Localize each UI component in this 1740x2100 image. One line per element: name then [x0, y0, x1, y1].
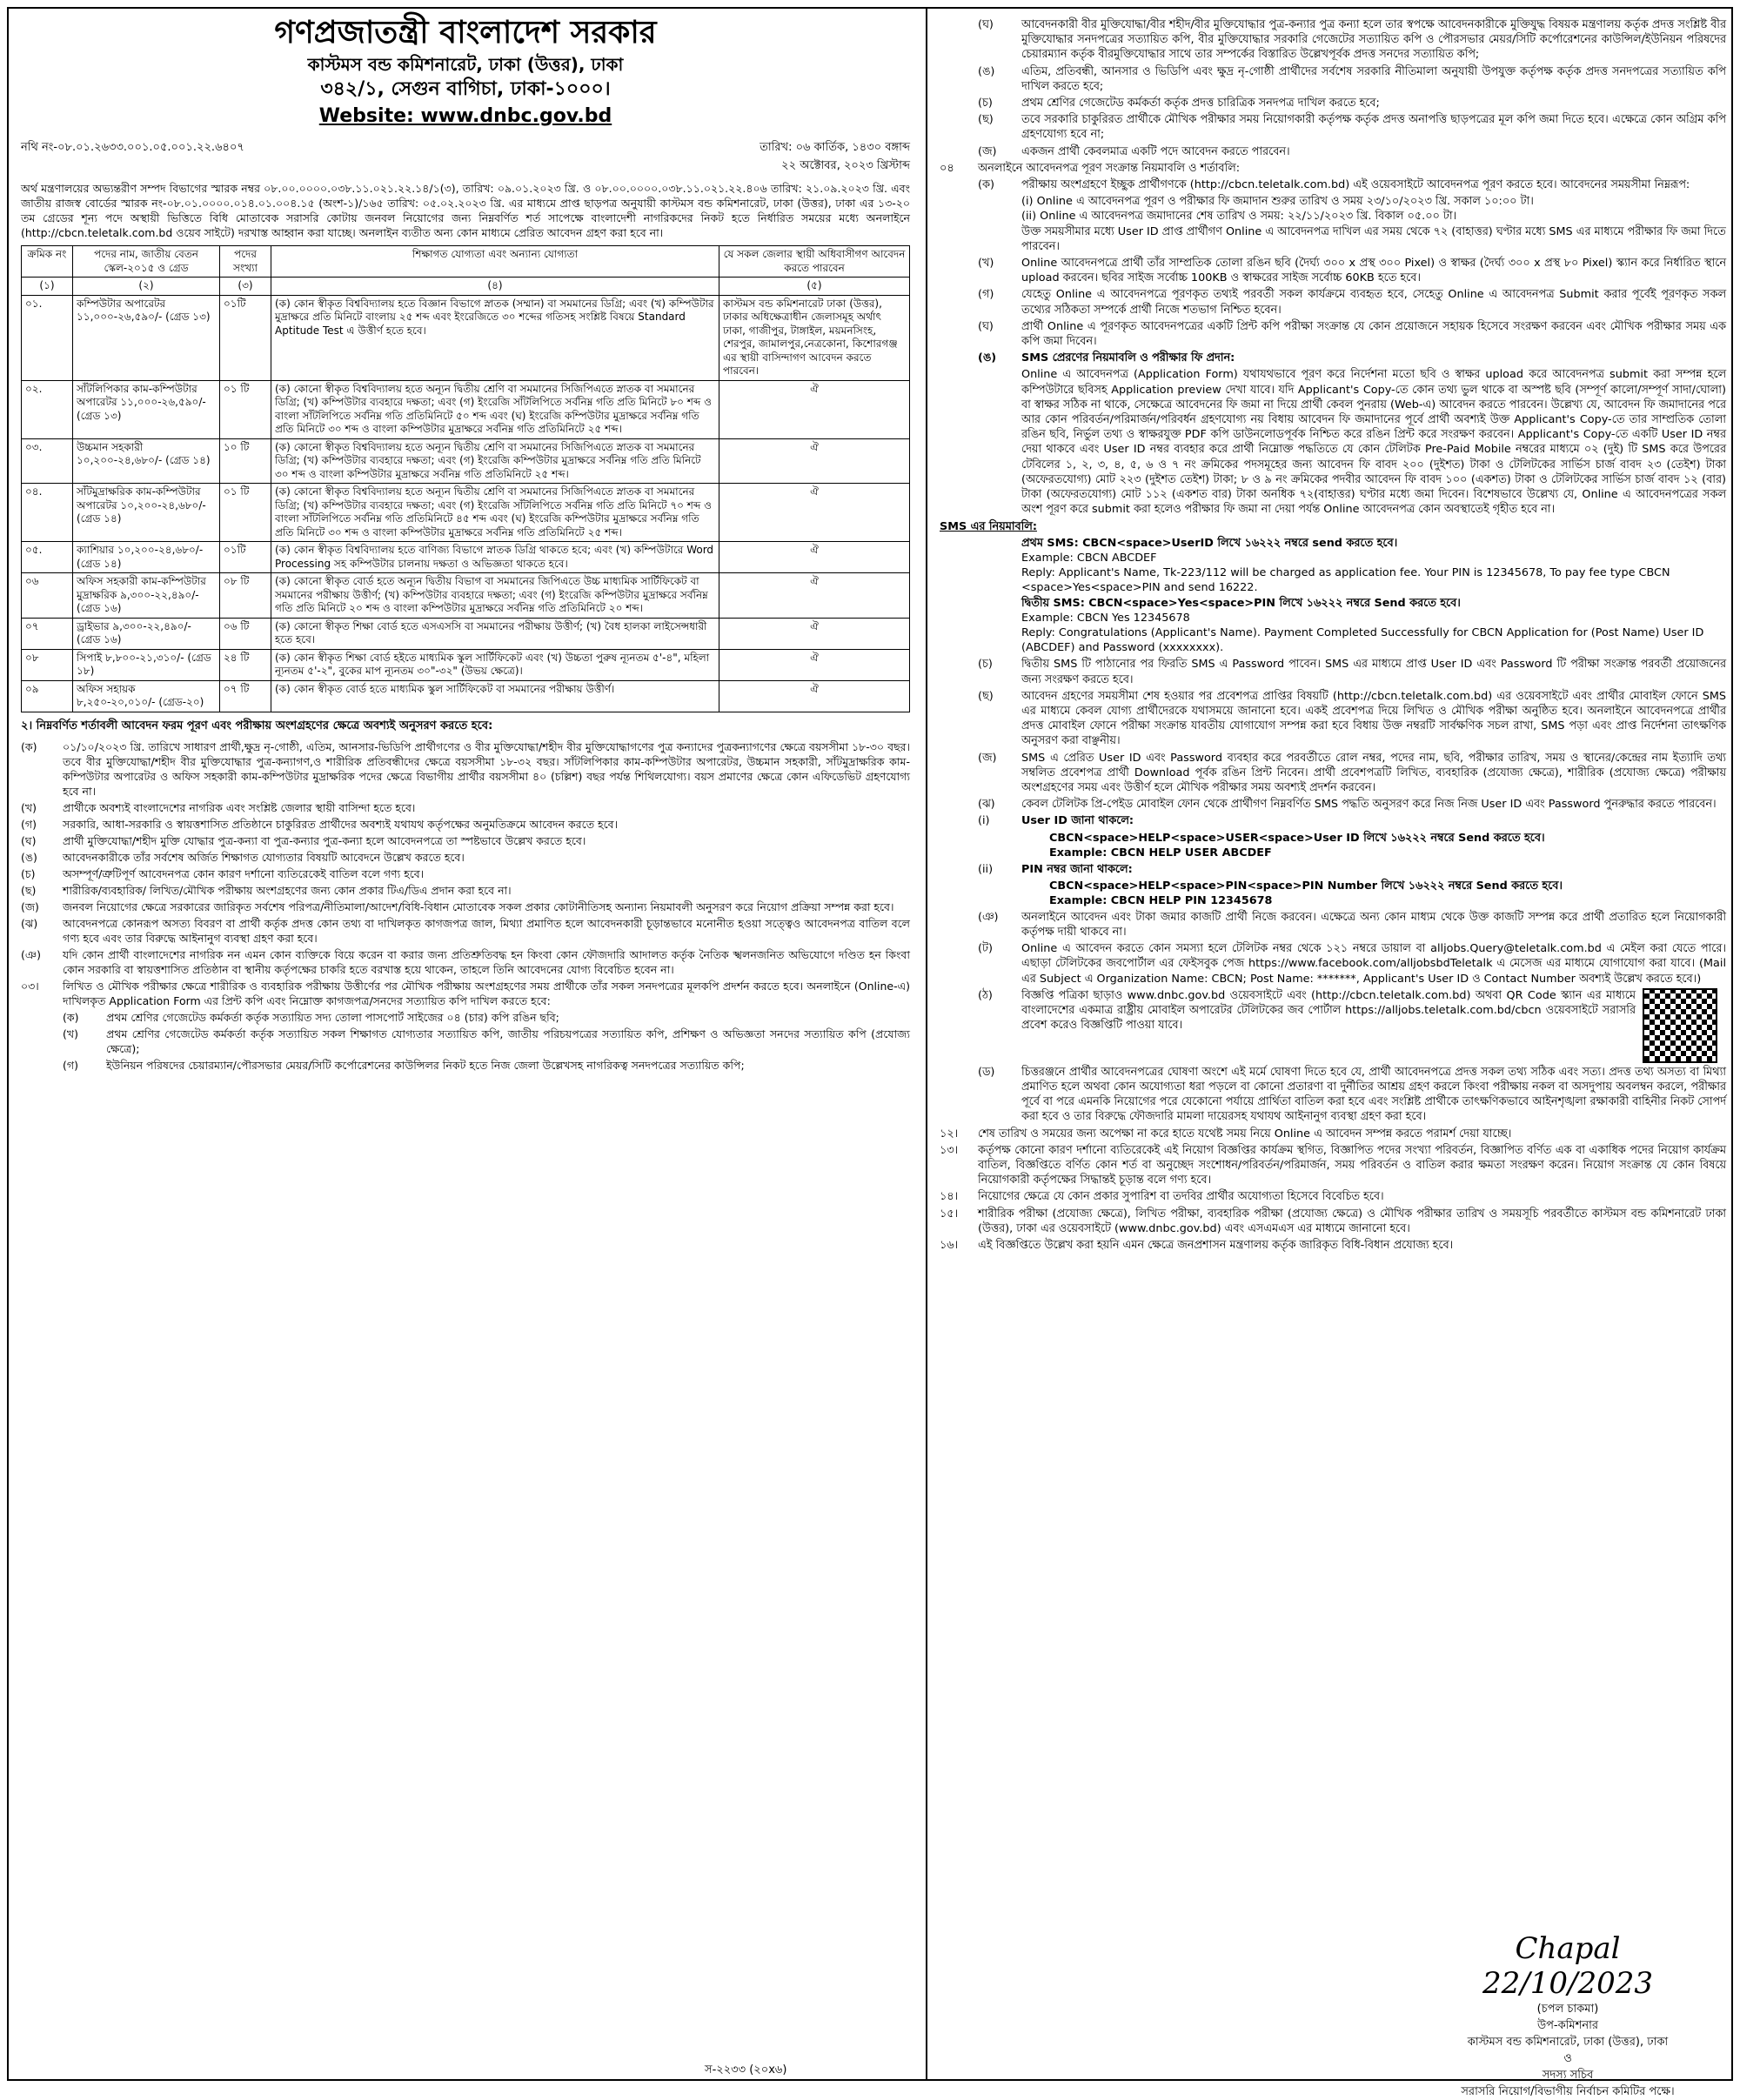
cell-post: সাঁটলিপিকার কাম-কম্পিউটার অপারেটর ১১,০০০-২৬,৫৯০/- (গ্রেড ১৩) [73, 380, 220, 438]
item-text: যেহেতু Online এ আবেদনপত্রে পূরণকৃত তথ্যই পরবর্তী সকল কার্যক্রমে ব্যবহৃত হবে, সেহেতু Online এ আবেদনপত্র Submit করার পূর্বেই পূরণকৃত সকল তথ্যের সঠিকতা সম্পর্কে প্রার্থী নিজে শতভাগ নিশ্চিত হবেন। [1021, 288, 1726, 317]
sms-first-example: Example: CBCN ABCDEF [1021, 551, 1157, 565]
sms-first: প্রথম SMS: CBCN<space>UserID লিখে ১৬২২২ নম্বরে send করতে হবে। [1021, 536, 1398, 550]
cell-qualification: (ক) কোন স্বীকৃত বোর্ড হতে মাধ্যমিক স্কুল সার্টিফিকেট বা সমমানের পরীক্ষায় উত্তীর্ণ। [271, 680, 719, 712]
list-item [940, 797, 1726, 812]
cell-count: ০১ টি [220, 380, 271, 438]
list-item [21, 1027, 910, 1056]
item-text: Online আবেদনপত্রে প্রার্থী তাঁর সাম্প্রতিক তোলা রঙিন ছবি (দৈর্ঘ্য ৩০০ x প্রস্থ ৩০০ Pixel) ও স্বাক্ষর (দৈর্ঘ্য ৩০০ x প্রস্থ ৮০ Pixel) স্ক্যান করে নির্ধারিত স্থানে upload করবেন। ছবির সাইজ সর্বোচ্চ 100KB ও স্বাক্ষরের সাইজ সর্বোচ্চ 60KB হতে হবে। [1021, 257, 1726, 285]
item-number: (চ) [978, 658, 993, 672]
cell-count: ০১টি [220, 542, 271, 573]
item-number: (ছ) [978, 113, 994, 127]
item-number: (জ) [978, 144, 997, 158]
table-row [22, 680, 910, 712]
list-item [940, 1143, 1726, 1188]
table-row [22, 649, 910, 680]
item-text: পরীক্ষায় অংশগ্রহণে ইচ্ছুক প্রার্থীগণকে (http://cbcn.teletalk.com.bd) এই ওয়েবসাইটে আবেদনপত্র পূরণ করতে হবে। আবেদনের সময়সীমা নিম্নরূপ: [1021, 178, 1690, 192]
list-item [21, 1010, 910, 1025]
item-number: (ঠ) [978, 988, 993, 1002]
office-address: ৩৪২/১, সেগুন বাগিচা, ঢাকা-১০০০। [320, 78, 611, 100]
item-number: (ঞ) [978, 910, 999, 924]
list-item [940, 112, 1726, 142]
cell-district: ঐ [719, 484, 910, 542]
cell-post: অফিস সহায়ক ৮,২৫০-২০,০১০/- (গ্রেড-২০) [73, 680, 220, 712]
table-row [22, 380, 910, 438]
list-item [940, 177, 1726, 192]
colnum: (২) [73, 278, 220, 296]
cell-district: কাস্টমস বন্ড কমিশনারেট ঢাকা (উত্তর), ঢাকার অধিক্ষেত্রাধীন জেলাসমূহ অর্থাৎ ঢাকা, গাজীপুর, টাঙ্গাইল, ময়মনসিংহ, শেরপুর, জামালপুর,নেত্রকোনা, কিশোরগঞ্জ এর স্থায়ী বাসিন্দাগণ আবেদন করতে পারবেন। [719, 295, 910, 380]
item-number: (ছ) [978, 689, 994, 703]
item-text: Online এ আবেদন করতে কোন সমস্যা হলে টেলিটক নম্বর থেকে ১২১ নম্বরে ডায়াল বা alljobs.Query@teletalk.com.bd এ মেইল করা যেতে পারে। এছাড়া টেলিটকের জবপোর্টাল এর ফেইসবুক পেজ https://www.facebook.com/alljobsbdTeletalk এ মেসেজ এর মাধ্যমে যোগাযোগ করা যাবে। (Mail এর Subject এ Organization Name: CBCN; Post Name: *******, Applicant's User ID ও Contact Number অবশ্যই উল্লেখ করতে হবে।) [1021, 942, 1726, 986]
list-item [21, 900, 910, 914]
deadline-end: (ii) Online এ আবেদনপত্র জমাদানের শেষ তারিখ ও সময়: ২২/১১/২০২৩ খ্রি. বিকাল ০৫.০০ টা। [1021, 210, 1457, 224]
item-number: (ক) [63, 1010, 79, 1024]
item-number: (ঘ) [978, 18, 994, 31]
signature-block [1455, 1931, 1681, 2100]
item-text: শারীরিক পরীক্ষা (প্রযোজ্য ক্ষেত্রে), লিখিত পরীক্ষা, ব্যবহারিক পরীক্ষা (প্রযোজ্য ক্ষেত্রে) ও মৌখিক পরীক্ষার তারিখ ও সময়সূচি পরবর্তীতে কাস্টমস বন্ড কমিশনারেট ঢাকা (উত্তর), ঢাকা এর ওয়েবসাইটে (www.dnbc.gov.bd) এবং এসএমএস এর মাধ্যমে জানানো হবে। [978, 1207, 1726, 1235]
signatory-designation: উপ-কমিশনার [1536, 2019, 1599, 2032]
list-item [21, 883, 910, 898]
header [21, 14, 910, 130]
item-text: আবেদন গ্রহণের সময়সীমা শেষ হওয়ার পর প্রবেশপত্র প্রাপ্তির বিষয়টি (http://cbcn.teletalk.com.bd) এর ওয়েবসাইটে এবং প্রার্থীর মোবাইল ফোনে SMS এর মাধ্যমে কেবল যোগ্য প্রার্থীদেরকে যথাসময়ে জানানো হবে। একই প্রবেশপত্র দিয়ে লিখিত ও মৌখিক পরীক্ষা অনুষ্ঠিত হবে। অনলাইনে আবেদনপত্রে প্রার্থীর প্রদত্ত মোবাইল ফোনে পরীক্ষা সংক্রান্ত যাবতীয় যোগাযোগ সম্পন্ন করা হবে বিধায় উক্ত নম্বরটি সার্বক্ষণিক সচল রাখা, SMS পড়া এবং প্রাপ্ত নির্দেশনা তাৎক্ষণিক অনুসরণ করা বাঞ্ছনীয়। [1021, 689, 1726, 748]
item-number: ১৩। [940, 1143, 959, 1157]
signature-scribble: Chapal 22/10/2023 [1482, 1931, 1653, 2001]
documents-section [21, 979, 910, 1073]
cell-district: ঐ [719, 649, 910, 680]
item-text: বিজ্ঞপ্তি পত্রিকা ছাড়াও www.dnbc.gov.bd ওয়েবসাইটে এবং (http://cbcn.teletalk.com.bd) অথবা QR Code স্ক্যান এর মাধ্যমে বাংলাদেশের একমাত্র রাষ্ট্রীয় মোবাইল অপারেটর টেলিটকের জব পোর্টাল https://alljobs.teletalk.com.bd/cbcn ওয়েবসাইটে সরাসরি প্রবেশ করেও বিজ্ঞপ্তিটি পাওয়া যাবে। [1021, 988, 1636, 1033]
cell-serial: ০৯ [22, 680, 73, 712]
list-item [940, 17, 1726, 63]
list-item [940, 96, 1726, 110]
list-item [21, 1058, 910, 1073]
cell-district: ঐ [719, 438, 910, 484]
conditions-list [21, 739, 910, 977]
govt-title: গণপ্রজাতন্ত্রী বাংলাদেশ সরকার [274, 15, 657, 50]
cell-post: সাঁটমুদ্রাক্ষরিক কাম-কম্পিউটার অপারেটর ১০,২০০-২৪,৬৮০/- (গ্রেড ১৪) [73, 484, 220, 542]
list-item [21, 866, 910, 881]
item-number: (গ) [63, 1058, 78, 1072]
list-item [940, 689, 1726, 749]
cell-post: উচ্চমান সহকারী ১০,২০০-২৪,৬৮০/- (গ্রেড ১৪) [73, 438, 220, 484]
th-count: পদের সংখ্যা [220, 246, 271, 278]
date-bangla: ০৬ কার্তিক, ১৪৩০ বঙ্গাব্দ [795, 141, 910, 154]
cell-district: ঐ [719, 680, 910, 712]
signatory-and: ও [1563, 2052, 1572, 2065]
list-item [940, 657, 1726, 686]
cell-district: ঐ [719, 618, 910, 649]
table-row [22, 484, 910, 542]
signatory-office: কাস্টমস বন্ড কমিশনারেট, ঢাকা (উত্তর), ঢাকা [1467, 2036, 1669, 2049]
cell-post: ক্যাশিয়ার ১০,২০০-২৪,৬৮০/- (গ্রেড ১৪) [73, 542, 220, 573]
table-row [22, 295, 910, 380]
list-item [940, 1189, 1726, 1204]
item-number: ১৪। [940, 1190, 959, 1204]
reference-line [21, 139, 910, 176]
item-number: (চ) [978, 97, 993, 110]
left-column [9, 9, 922, 2079]
deadline-start: (i) Online এ আবেদনপত্র পূরণ ও পরীক্ষার ফি জমাদান শুরুর তারিখ ও সময় ২৩/১০/২০২৩ খ্রি. সকাল ১০:০০ টা। [1021, 195, 1534, 209]
colnum: (৩) [220, 278, 271, 296]
signatory-secretary: সদস্য সচিব [1542, 2069, 1594, 2082]
th-serial: ক্রমিক নং [22, 246, 73, 278]
th-qualification: শিক্ষাগত যোগ্যতা এবং অন্যান্য যোগ্যতা [271, 246, 719, 278]
item-number: (জ) [21, 900, 39, 913]
sms-second-example: Example: CBCN Yes 12345678 [1021, 611, 1190, 625]
table-row [22, 542, 910, 573]
date-english: ২২ অক্টোবর, ২০২৩ খ্রিস্টাব্দ [781, 159, 910, 172]
item-text: প্রথম শ্রেণির গেজেটেড কর্মকর্তা কর্তৃক সত্যায়িত সদ্য তোলা পাসপোর্ট সাইজের ০৪ (চার) কপি রঙিন ছবি; [106, 1010, 559, 1024]
item-text: কেবল টেলিটক প্রি-পেইড মোবাইল ফোন থেকে প্রার্থীগণ নিম্নবর্ণিত SMS পদ্ধতি অনুসরণ করে নিজ নিজ User ID এবং Password পুনরুদ্ধার করতে পারবেন। [1021, 798, 1717, 812]
item-number: (ঙ) [978, 351, 997, 365]
sms-fee-paragraph: Online এ আবেদনপত্র (Application Form) যথাযথভাবে পূরণ করে নির্দেশনা মতো ছবি ও স্বাক্ষর upload করে আবেদনপত্র submit করা সম্পন্ন হলে কম্পিউটারে ছবিসহ Application preview দেখা যাবে। যদি Applicant's Copy-তে কোন তথ্য ভুল থাকে বা অস্পষ্ট ছবি (সম্পূর্ণ কালো/সম্পূর্ণ সাদা/ঘোলা) বা স্বাক্ষর সঠিক না থাকে, সেক্ষেত্রে আবেদনের ফি জমা না দিয়ে প্রার্থী কেবল পুনরায় (Web-এ) আবেদন করতে পারবেন। উল্লেখ্য যে, আবেদন ফি জমাদানের পরে আর কোন পরিবর্তন/পরিমার্জন/পরিবর্ধন গ্রহণযোগ্য নয় বিধায় আবেদন ফি জমাদানের পূর্বে প্রার্থী অবশ্যই উক্ত Applicant's Copy-তে তার সাম্প্রতিক তোলা রঙিন ছবি, নির্ভুল তথ্য ও স্বাক্ষরযুক্ত PDF কপি ডাউনলোডপূর্বক নিশ্চিত করে রঙিন প্রিন্ট করে সংরক্ষণ করবেন। Applicant's Copy-তে একটি User ID নম্বর দেয়া থাকবে এবং User ID নম্বর ব্যবহার করে প্রার্থী নিম্নোক্ত পদ্ধতিতে যে কোন টেলিটক Pre-Paid Mobile নম্বরের মাধ্যমে ০২ (দুই) টি SMS করে উপরের টেবিলের ১, ২, ৩, ৪, ৫, ৬ ও ৭ নং ক্রমিকের পদসমূহের জন্য আবেদন ফি বাবদ ২০০ (দুইশত) টাকা ও টেলিটকের সার্ভিস চার্জ বাবদ ২৩ (তেইশ) টাকা (অফেরতযোগ্য) মোট ২২৩ (দুইশত তেইশ) টাকা; ৮ ও ৯ নং ক্রমিকের পদবীর আবেদন ফি বাবদ ১০০ (একশত) টাকা ও টেলিটকের সার্ভিস চার্জ বাবদ ১২ (বার) টাকা (অফেরতযোগ্য) মোট ১১২ (একশত বার) টাকা অনধিক ৭২(বাহাত্তর) ঘণ্টার মধ্যে জমা দিবেন। বিশেষভাবে উল্লেখ্য যে, Online এ আবেদনপত্রের সকল অংশ পূরণ করে submit করা হলেও পরীক্ষার ফি জমা না দেয়া পর্যন্ত Online আবেদনপত্র কোন অবস্থাতেই গৃহীত হবে না। [1021, 368, 1726, 517]
cell-post: ড্রাইভার ৯,৩০০-২২,৪৯০/- (গ্রেড ১৬) [73, 618, 220, 649]
list-item [940, 751, 1726, 796]
cell-serial: ০১. [22, 295, 73, 380]
item-number: (খ) [21, 800, 37, 814]
cell-count: ০৭ টি [220, 680, 271, 712]
table-row [22, 573, 910, 619]
cell-count: ০১টি [220, 295, 271, 380]
job-circular-page [7, 7, 1733, 2098]
list-item [21, 800, 910, 815]
item-text: ০১/১০/২০২৩ খ্রি. তারিখে সাধারণ প্রার্থী,ক্ষুদ্র নৃ-গোষ্ঠী, এতিম, আনসার-ভিডিপি প্রার্থীগণের ও বীর মুক্তিযোদ্ধা/শহীদ বীর মুক্তিযোদ্ধাগণের পুত্র কন্যাদের পুত্রকন্যাগণের ক্ষেত্রে বয়সসীমা ১৮-৩০ বছর। তবে বীর মুক্তিযোদ্ধা/শহীদ বীর মুক্তিযোদ্ধার পুত্র-কন্যাগণ,ও শারীরিক প্রতিবন্ধীদের ক্ষেত্রে বয়সসীমা ১৮-৩২ বছর। সাঁটলিপিকার কাম-কম্পিউটার অপারেটর, উচ্চমান সহকারী, সাঁটমুদ্রাক্ষরিক কাম-কম্পিউটার অপারেটর ও অফিস সহকারী কাম-কম্পিউটার মুদ্রাক্ষরিক পদের ক্ষেত্রে বিভাগীয় প্রার্থীর বয়সসীমা ৪০ (চল্লিশ) বছর পর্যন্ত শিথিলযোগ্য। বয়স প্রমাণের ক্ষেত্রে কোন এফিডেভিট গ্রহণযোগ্য হবে না। [63, 739, 910, 798]
deadline-note: উক্ত সময়সীমার মধ্যে User ID প্রাপ্ত প্রার্থীগণ Online এ আবেদনপত্র দাখিল এর সময় থেকে ৭২ (বাহাত্তর) ঘণ্টার মধ্যে SMS এর মাধ্যমে পরীক্ষার ফি জমা দিতে পারবেন। [1021, 224, 1726, 253]
item-text: লিখিত ও মৌখিক পরীক্ষার ক্ষেত্রে শারীরিক ও ব্যবহারিক পরীক্ষায় উত্তীর্ণের পর মৌখিক পরীক্ষায় অংশগ্রহণের সময় প্রার্থীকে তাঁর সকল সনদপত্রের মূলকপি প্রদর্শন করতে হবে। অনলাইনে (Online-এ) দাখিলকৃত Application Form এর প্রিন্ট কপি এবং নিম্নোক্ত কাগজপত্র/সনদের সত্যায়িত কপি দাখিল করতে হবে: [63, 979, 910, 1007]
signatory-committee: সরাসরি নিয়োগ/বিভাগীয় নির্বাচন কমিটির পক্ষে। [1461, 2085, 1675, 2098]
table-header-row [22, 246, 910, 278]
item-text: User ID জানা থাকলে: [1021, 814, 1134, 828]
item-number: (চ) [21, 866, 36, 880]
cell-serial: ০৪. [22, 484, 73, 542]
item-text: শেষ তারিখ ও সময়ের জন্য অপেক্ষা না করে হাতে যথেষ্ট সময় নিয়ে Online এ আবেদন সম্পন্ন করতে পরামর্শ দেয়া যাচ্ছে। [978, 1127, 1512, 1140]
item-text: প্রার্থীকে অবশ্যই বাংলাদেশের নাগরিক এবং সংশ্লিষ্ট জেলার স্থায়ী বাসিন্দা হতে হবে। [63, 800, 416, 814]
item-number: (ঘ) [21, 833, 37, 847]
cell-qualification: (ক) কোনো স্বীকৃত বোর্ড হতে অন্যূন দ্বিতীয় বিভাগ বা সমমানের জিপিএতে উচ্চ মাধ্যমিক সার্টিফিকেট বা সমমানের পরীক্ষায় উত্তীর্ণ; (খ) কম্পিউটার ব্যবহারে দক্ষতা; এবং (গ) ইংরেজি কম্পিউটার মুদ্রাক্ষরে সর্বনিম্ন গতি প্রতি মিনিটে ২০ শব্দ ও বাংলা কম্পিউটার মুদ্রাক্ষরে সর্বনিম্ন গতি প্রতিমিনিটে ২০ শব্দ। [271, 573, 719, 619]
item-text: দ্বিতীয় SMS টি পাঠানোর পর ফিরতি SMS এ Password পাবেন। SMS এর মাধ্যমে প্রাপ্ত User ID এবং Password টি পরীক্ষা সংক্রান্ত পরবর্তী প্রয়োজনের জন্য সংরক্ষণ করতে হবে। [1021, 658, 1726, 686]
list-item [940, 910, 1726, 940]
memo-number: নথি নং-০৮.০১.২৬৩৩.০০১.০৫.০০১.২২.৬৪০৭ [21, 141, 244, 154]
table-row [22, 438, 910, 484]
cell-serial: ০৩. [22, 438, 73, 484]
list-item [21, 833, 910, 848]
item-number: (ক) [21, 739, 37, 753]
item-text: প্রার্থী Online এ পূরণকৃত আবেদনপত্রের একটি প্রিন্ট কপি পরীক্ষা সংক্রান্ত যে কোন প্রয়োজনে সহায়ক হিসেবে সংরক্ষণ করবেন এবং মৌখিক পরীক্ষার সময় এক কপি জমা দিবেন। [1021, 319, 1726, 349]
online-section-title: অনলাইনে আবেদনপত্র পূরণ সংক্রান্ত নিয়মাবলি ও শর্তাবলি: [978, 161, 1241, 175]
cell-post: সিপাই ৮,৮০০-২১,৩১০/- (গ্রেড ১৮) [73, 649, 220, 680]
cell-post: অফিস সহকারী কাম-কম্পিউটার মুদ্রাক্ষরিক ৯,৩০০-২২,৪৯০/- (গ্রেড ১৬) [73, 573, 220, 619]
item-number: (i) [978, 814, 990, 828]
recovery-pin-cmd: CBCN<space>HELP<space>PIN<space>PIN Number লিখে ১৬২২২ নম্বরে Send করতে হবে। [1049, 879, 1563, 893]
list-item [21, 850, 910, 865]
item-number: (ii) [978, 862, 994, 876]
item-text: সরকারি, আধা-সরকারি ও স্বায়ত্তশাসিত প্রতিষ্ঠানে চাকুরিরত প্রার্থীদের অবশ্যই যথাযথ কর্তৃপক্ষের অনুমতিক্রমে আবেদন করতে হবে। [63, 817, 619, 831]
item-text: যদি কোন প্রার্থী বাংলাদেশের নাগরিক নন এমন কোন ব্যক্তিকে বিয়ে করেন বা করার জন্য প্রতিশ্রুতিবদ্ধ হন কিংবা কোন ফৌজদারি আদালত কর্তৃক নৈতিক স্খলনজনিত অভিযোগে দণ্ডিত হন কিংবা কোন সরকারি বা স্বায়ত্তশাসিত প্রতিষ্ঠান বা স্থানীয় কর্তৃপক্ষের চাকরি হতে বরখাস্ত হয়ে থাকেন, তাহলে তিনি আবেদনের যোগ্য বিবেচিত হবেন না। [63, 947, 910, 976]
item-number: (গ) [978, 288, 994, 302]
colnum: (১) [22, 278, 73, 296]
colnum: (৫) [719, 278, 910, 296]
list-item [940, 1238, 1726, 1253]
item-text: নিয়োগের ক্ষেত্রে যে কোন প্রকার সুপারিশ বা তদবির প্রার্থীর অযোগ্যতা হিসেবে বিবেচিত হবে। [978, 1190, 1384, 1204]
website-link[interactable]: Website: www.dnbc.gov.bd [318, 105, 612, 127]
list-item [21, 817, 910, 832]
list-item [940, 144, 1726, 159]
item-number: (ঘ) [978, 319, 994, 333]
item-text: এই বিজ্ঞপ্তিতে উল্লেখ করা হয়নি এমন ক্ষেত্রে জনপ্রশাসন মন্ত্রণালয় কর্তৃক জারিকৃত বিধি-বিধান প্রযোজ্য হবে। [978, 1239, 1454, 1253]
cell-post: কম্পিউটার অপারেটর ১১,০০০-২৬,৫৯০/- (গ্রেড ১৩) [73, 295, 220, 380]
item-text: আবেদনকারী বীর মুক্তিযোদ্ধা/বীর শহীদ/বীর মুক্তিযোদ্ধার পুত্র-কন্যার পুত্র কন্যা হলে তার স্বপক্ষে আবেদনকারীকে মুক্তিযুদ্ধ বিষয়ক মন্ত্রণালয় কর্তৃক প্রদত্ত সংশ্লিষ্ট বীর মুক্তিযোদ্ধার সনদপত্রের সত্যায়িত কপি, বীর মুক্তিযোদ্ধার সরকারি গেজেটের সত্যায়িত কপি ও পৌরসভার মেয়র/সিটি কর্পোরেশনের কাউন্সিল/ইউনিয়ন পরিষদের চেয়ারম্যান কর্তৃক বীরমুক্তিযোদ্ধার সাথে তার সম্পর্কের বিস্তারিত উল্লেখপূর্বক প্রদত্ত সনদের সত্যায়িত কপি; [1021, 18, 1726, 62]
table-row [22, 618, 910, 649]
list-item [21, 739, 910, 799]
list-item [21, 947, 910, 977]
cell-district: ঐ [719, 573, 910, 619]
cell-count: ২৪ টি [220, 649, 271, 680]
cell-serial: ০২. [22, 380, 73, 438]
list-item [940, 941, 1726, 986]
cell-count: ০৬ টি [220, 618, 271, 649]
signatory-name: (চপল চাকমা) [1536, 2003, 1599, 2016]
cell-serial: ০৭ [22, 618, 73, 649]
recovery-userid-cmd: CBCN<space>HELP<space>USER<space>User ID লিখে ১৬২২২ নম্বরে Send করতে হবে। [1049, 831, 1545, 845]
item-text: ইউনিয়ন পরিষদের চেয়ারম্যান/পৌরসভার মেয়র/সিটি কর্পোরেশনের কাউন্সিলর নিকট হতে নিজ জেলা উল্লেখসহ নাগরিকত্ব সনদপত্রের সত্যায়িত কপি; [106, 1058, 745, 1072]
item-text: চিত্তরঞ্জনে প্রার্থীর আবেদনপত্রের ঘোষণা অংশে এই মর্মে ঘোষণা দিতে হবে যে, প্রার্থী আবেদনপত্রে প্রদত্ত সকল তথ্য সঠিক এবং সত্য। প্রদত্ত তথ্য অসত্য বা মিথ্যা প্রমাণিত হলে অথবা কোন অযোগ্যতা ধরা পড়লে বা কোনো প্রতারণা বা দুর্নীতির আশ্রয় গ্রহণ করলে কিংবা পরীক্ষায় নকল বা অসদুপায় অবলম্বন করলে, পরীক্ষার পূর্বে বা পরে এমনকি নিয়োগের পরে যেকোনো পর্যায়ে প্রার্থিতা বাতিল করা হবে এবং সংশ্লিষ্ট প্রার্থীকে তাৎক্ষণিকভাবে আইনশৃঙ্খলা রক্ষাকারী বাহিনীর নিকট সোপর্দ করা হবে ও তার বিরুদ্ধে ফৌজদারি মামলা দায়েরসহ যথাযথ আইনানুগ ব্যবস্থা গ্রহণ করা হবে। [1021, 1065, 1726, 1124]
item-number: ১৬। [940, 1239, 959, 1253]
item-text: অনলাইনে আবেদন এবং টাকা জমার কাজটি প্রার্থী নিজে করবেন। এক্ষেত্রে অন্য কোন মাধ্যম থেকে উক্ত কাজটি সম্পন্ন করে প্রার্থী প্রতারিত হলে নিয়োগকারী কর্তৃপক্ষ দায়ী থাকবে না। [1021, 910, 1726, 939]
recovery-userid [940, 813, 1726, 828]
cell-district: ঐ [719, 542, 910, 573]
item-text: SMS এর নিয়মাবলি: [940, 519, 1037, 533]
th-district: যে সকল জেলার স্থায়ী অধিবাসীগণ আবেদন করতে পারবেন [719, 246, 910, 278]
column-divider [926, 9, 927, 2079]
footer-code: স-২২৩৩ (২০x৬) [705, 2063, 787, 2077]
th-post: পদের নাম, জাতীয় বেতন স্কেল-২০১৫ ও গ্রেড [73, 246, 220, 278]
item-number: (গ) [21, 817, 37, 831]
right-column [933, 9, 1735, 2098]
qr-item [940, 988, 1726, 1063]
date-label: তারিখ: [760, 141, 793, 154]
cell-qualification: (ক) কোনো স্বীকৃত বিশ্ববিদ্যালয় হতে অন্যূন দ্বিতীয় শ্রেণি বা সমমানের সিজিপিএতে স্নাতক বা সমমানের ডিগ্রি; (খ) কম্পিউটার ব্যবহারে দক্ষতা; এবং (গ) ইংরেজি কম্পিউটার মুদ্রাক্ষরে সর্বনিম্ন গতি প্রতি মিনিটে ৩০ শব্দ ও বাংলা কম্পিউটার মুদ্রাক্ষরে সর্বনিম্ন গতি প্রতিমিনিটে ২৫ শব্দ। [271, 438, 719, 484]
item-text: এতিম, প্রতিবন্ধী, আনসার ও ভিডিপি এবং ক্ষুদ্র নৃ-গোষ্ঠী প্রার্থীদের সর্বশেষ সরকারি নীতিমালা অনুযায়ী উপযুক্ত কর্তৃপক্ষ কর্তৃক প্রদত্ত সনদপত্রের সত্যায়িত কপি দাখিল করতে হবে; [1021, 64, 1726, 93]
sms-rules-title [940, 519, 1726, 534]
item-text: শারীরিক/ব্যবহারিক/ লিখিত/মৌখিক পরীক্ষায় অংশগ্রহণের জন্য কোন প্রকার টিএ/ডিএ প্রদান করা হবে না। [63, 883, 512, 897]
item-text: প্রথম শ্রেণির গেজেটেড কর্মকর্তা কর্তৃক সত্যায়িত সকল শিক্ষাগত যোগ্যতার সত্যায়িত কপি, জাতীয় পরিচয়পত্রের সত্যায়িত কপি, প্রশিক্ষণ ও অভিজ্ঞতা সনদের সত্যায়িত কপি (প্রযোজ্য ক্ষেত্রে); [106, 1027, 910, 1055]
cell-qualification: (ক) কোন স্বীকৃত বিশ্ববিদ্যালয় হতে বিজ্ঞান বিভাগে স্নাতক (সম্মান) বা সমমানের ডিগ্রি; এবং (খ) কম্পিউটার মুদ্রাক্ষরে প্রতি মিনিটে বাংলায় ২৫ শব্দ এবং ইংরেজিতে ৩০ শব্দের গতিসহ সংশ্লিষ্ট বিষয়ে Standard Aptitude Test এ উত্তীর্ণ হতে হবে। [271, 295, 719, 380]
sms-second: দ্বিতীয় SMS: CBCN<space>Yes<space>PIN লিখে ১৬২২২ নম্বরে Send করতে হবে। [1021, 596, 1461, 610]
item-number: (ঝ) [978, 798, 995, 812]
recovery-pin [940, 862, 1726, 877]
item-number: (ঙ) [978, 64, 995, 78]
cell-count: ০১ টি [220, 484, 271, 542]
conditions-title: ২। নিম্নবর্ণিত শর্তাবলী আবেদন ফরম পূরণ এবং পরীক্ষায় অংশগ্রহণের ক্ষেত্রে অবশ্যই অনুসরণ করতে হবে: [21, 719, 493, 732]
item-text: SMS এ প্রেরিত User ID এবং Password ব্যবহার করে পরবর্তীতে রোল নম্বর, পদের নাম, ছবি, পরীক্ষার তারিখ, সময় ও স্থানের/কেন্দ্রের নাম ইত্যাদি তথ্য সম্বলিত প্রবেশপত্র প্রার্থী Download পূর্বক রঙিন প্রিন্ট নিবেন। প্রার্থী প্রবেশপত্রটি লিখিত, ব্যবহারিক (প্রযোজ্য ক্ষেত্রে), শারীরিক (প্রযোজ্য ক্ষেত্রে) পরীক্ষায় অংশগ্রহণের সময় এবং উত্তীর্ণ হলে মৌখিক পরীক্ষার সময় অবশ্যই প্রদর্শন করবেন। [1021, 751, 1726, 794]
item-text: আবেদনপত্রে কোনরূপ অসত্য বিবরণ বা প্রার্থী কর্তৃক প্রদত্ত কোন তথ্য বা দাখিলকৃত কাগজপত্র জাল, মিথ্যা প্রমাণিত হলে আবেদনকারী চূড়ান্তভাবে মনোনীত হওয়া সত্ত্বেও আবেদনপত্র বাতিল বলে গণ্য হবে এবং তার বিরুদ্ধে আইনানুগ ব্যবস্থা গ্রহণ করা হবে। [63, 916, 910, 945]
item-text: কর্তৃপক্ষ কোনো কারণ দর্শানো ব্যতিরেকেই এই নিয়োগ বিজ্ঞপ্তির কার্যক্রম স্থগিত, বিজ্ঞাপিত পদের সংখ্যা পরিবর্তন, বিজ্ঞাপিত বর্ণিত এক বা একাধিক পদের নিয়োগ কার্যক্রম বাতিল, বিজ্ঞপ্তিতে বর্ণিত কোন শর্ত বা অনুচ্ছেদ সংশোধন/পরিবর্তন/পরিমার্জন, সময় পরিবর্তন ও বাতিল করার ক্ষমতা সংরক্ষণ করেন। নিয়োগ সংক্রান্ত যে কোন বিষয়ে নিয়োগকারী কর্তৃপক্ষের সিদ্ধান্তই চূড়ান্ত বলে গণ্য হবে। [978, 1143, 1726, 1187]
colnum: (৪) [271, 278, 719, 296]
list-item [940, 287, 1726, 317]
recovery-userid-example: Example: CBCN HELP USER ABCDEF [1049, 846, 1272, 859]
intro-paragraph: অর্থ মন্ত্রণালয়ের অভ্যন্তরীণ সম্পদ বিভাগের স্মারক নম্বর ০৮.০০.০০০০.০৩৮.১১.০২১.২২.১৪/১(৩), তারিখ: ০৯.০১.২০২৩ খ্রি. ও ০৮.০০.০০০০.০৩৮.১১.০২১.২২.৪০৬ তারিখ: ২১.০৯.২০২৩ খ্রি. এবং জাতীয় রাজস্ব বোর্ডের স্মারক নং-০৮.০১.০০০০.০১৪.০১.০০৪.১৫ (অংশ-১)/১৬৫ তারিখ: ০৫.০২.২০২৩ খ্রি. এর মাধ্যমে প্রাপ্ত ছাড়পত্র অনুযায়ী কাস্টমস বন্ড কমিশনারেট, ঢাকা (উত্তর), ঢাকা এর ১৩-২০ তম গ্রেডের শূন্য পদে অস্থায়ী ভিত্তিতে বিধি মোতাবেক সরাসরি কোটায় জনবল নিয়োগের জন্য নিম্নবর্ণিত শর্ত সাপেক্ষে বাংলাদেশী নাগরিকদের নিকট হতে নির্ধারিত সময়ের মধ্যে অনলাইনে (http://cbcn.teletalk.com.bd ওয়েব সাইটে) দরখাস্ত আহ্বান করা যাচ্ছে। অনলাইন ব্যতীত অন্য কোন মাধ্যমে প্রেরিত আবেদন গ্রহণ করা হবে না। [21, 182, 910, 239]
cell-serial: ০৮ [22, 649, 73, 680]
list-item [940, 1065, 1726, 1125]
cell-qualification: (ক) কোন স্বীকৃত বিশ্ববিদ্যালয় হতে বাণিজ্য বিভাগে স্নাতক ডিগ্রি থাকতে হবে; এবং (খ) কম্পিউটারে Word Processing সহ কম্পিউটার চালনায় দক্ষতা ও অভিজ্ঞতা থাকতে হবে। [271, 542, 719, 573]
item-number: (ঝ) [21, 916, 38, 930]
item-number: ০৪ [940, 161, 954, 175]
office-name: কাস্টমস বন্ড কমিশনারেট, ঢাকা (উত্তর), ঢাকা [307, 54, 624, 75]
item-text: প্রার্থী মুক্তিযোদ্ধা/শহীদ মুক্তি যোদ্ধার পুত্র-কন্যা বা পুত্র-কন্যার পুত্র-কন্যা হলে আবেদনপত্রে তা স্পষ্টভাবে উল্লেখ করতে হবে। [63, 833, 586, 847]
cell-serial: ০৫. [22, 542, 73, 573]
item-number: (ট) [978, 942, 993, 956]
item-text: আবেদনকারীকে তাঁর সর্বশেষ অর্জিত শিক্ষাগত যোগ্যতার বিষয়টি আবেদনে উল্লেখ করতে হবে। [63, 850, 465, 864]
qr-code-icon[interactable] [1643, 988, 1717, 1063]
cell-qualification: (ক) কোন স্বীকৃত শিক্ষা বোর্ড হইতে মাধ্যমিক স্কুল সার্টিফিকেট এবং (খ) উচ্চতা পুরুষ ন্যূনতম ৫'-৪", মহিলা ন্যূনতম ৫'-২", বুকের মাপ ন্যূনতম ৩০"-৩২" (উভয় ক্ষেত্রে)। [271, 649, 719, 680]
item-text: SMS প্রেরণের নিয়মাবলি ও পরীক্ষার ফি প্রদান: [1021, 351, 1235, 365]
posts-table [21, 245, 910, 712]
item-number: (খ) [63, 1027, 78, 1040]
list-item [940, 1127, 1726, 1141]
online-title-row [940, 161, 1726, 176]
item-number: (জ) [978, 751, 997, 765]
item-number: (খ) [978, 257, 994, 271]
table-colnum-row [22, 278, 910, 296]
list-item [940, 64, 1726, 94]
item-number: (ঙ) [21, 850, 37, 864]
list-item [21, 916, 910, 946]
cell-serial: ০৬ [22, 573, 73, 619]
date-block [760, 139, 910, 176]
list-item [940, 319, 1726, 349]
cell-qualification: (ক) কোনো স্বীকৃত বিশ্ববিদ্যালয় হতে অন্যূন দ্বিতীয় শ্রেণি বা সমমানের সিজিপিএতে স্নাতক বা সমমানের ডিগ্রি; (খ) কম্পিউটার ব্যবহারে দক্ষতা; এবং (গ) ইংরেজি সাঁটলিপিতে সর্বনিম্ন গতি প্রতি মিনিটে ৮০ শব্দ ও বাংলা সাঁটলিপিতে সর্বনিম্ন গতি প্রতিমিনিটে ৫০ শব্দ এবং (ঘ) ইংরেজি কম্পিউটার মুদ্রাক্ষরে সর্বনিম্ন গতি প্রতি মিনিটে ৩০ শব্দ ও বাংলা কম্পিউটার মুদ্রাক্ষরে সর্বনিম্ন গতি প্রতিমিনিটে ২৫ শব্দ। [271, 380, 719, 438]
qr-wrapper [1636, 988, 1726, 1063]
item-text: অসম্পূর্ণ/ত্রুটিপূর্ণ আবেদনপত্র কোন কারণ দর্শানো ব্যতিরেকেই বাতিল বলে গণ্য হবে। [63, 866, 425, 880]
item-text: তবে সরকারি চাকুরিরত প্রার্থীকে মৌখিক পরীক্ষার সময় নিয়োগকারী কর্তৃপক্ষ কর্তৃক প্রদত্ত অনাপত্তি ছাড়পত্রের মূল কপি জমা দিতে হবে। এক্ষেত্রে কোন অগ্রিম কপি গ্রহণযোগ্য হবে না; [1021, 113, 1726, 142]
item-number: (ঞ) [21, 947, 41, 961]
sms-first-reply: Reply: Applicant's Name, Tk-223/112 will be charged as application fee. Your PIN is 12345678, To pay fee type CBCN <space>Yes<space>PIN and send 16222. [1021, 566, 1670, 595]
item-number: ১৫। [940, 1207, 959, 1221]
item-text: প্রথম শ্রেণির গেজেটেড কর্মকর্তা কর্তৃক প্রদত্ত চারিত্রিক সনদপত্র দাখিল করতে হবে; [1021, 97, 1380, 110]
item-number: (ড) [978, 1065, 995, 1079]
cell-count: ১০ টি [220, 438, 271, 484]
item-number: ০৩। [21, 979, 39, 993]
sms-second-reply: Reply: Congratulations (Applicant's Name). Payment Completed Successfully for CBCN Application for (Post Name) User ID (ABCDEF) and Password (xxxxxxxx). [1021, 625, 1704, 655]
item-text: জনবল নিয়োগের ক্ষেত্রে সরকারের জারিকৃত সর্বশেষ পরিপত্র/নীতিমালা/আদেশ/বিধি-বিধান মোতাবেক সকল প্রকার কোটানীতিসহ অন্যান্য নিয়মাবলী অনুসরণ করে নিয়োগ প্রক্রিয়া সম্পন্ন করা হবে। [63, 900, 894, 913]
recovery-pin-example: Example: CBCN HELP PIN 12345678 [1049, 893, 1273, 907]
cell-qualification: (ক) কোনো স্বীকৃত শিক্ষা বোর্ড হতে এসএসসি বা সমমানের পরীক্ষায় উত্তীর্ণ; (খ) বৈধ হালকা লাইসেন্সধারী হতে হবে। [271, 618, 719, 649]
list-item [940, 256, 1726, 285]
list-item [940, 351, 1726, 365]
item-text: একজন প্রার্থী কেবলমাত্র একটি পদে আবেদন করতে পারবেন। [1021, 144, 1290, 158]
item-number: (ক) [978, 178, 994, 192]
list-item [21, 979, 910, 1008]
list-item [940, 1207, 1726, 1236]
cell-district: ঐ [719, 380, 910, 438]
cell-qualification: (ক) কোনো স্বীকৃত বিশ্ববিদ্যালয় হতে অন্যূন দ্বিতীয় শ্রেণি বা সমমানের সিজিপিএতে স্নাতক বা সমমানের ডিগ্রি; (খ) কম্পিউটার ব্যবহারে দক্ষতা; এবং (গ) ইংরেজি সাঁটলিপিতে সর্বনিম্ন গতি প্রতি মিনিটে ৭০ শব্দ ও বাংলা সাঁটলিপিতে সর্বনিম্ন গতি প্রতিমিনিটে ৪৫ শব্দ এবং (ঘ) ইংরেজি কম্পিউটার মুদ্রাক্ষরে সর্বনিম্ন গতি প্রতি মিনিটে ৩০ শব্দ ও বাংলা কম্পিউটার মুদ্রাক্ষরে সর্বনিম্ন গতি প্রতিমিনিটে ২৫ শব্দ। [271, 484, 719, 542]
item-text: PIN নম্বর জানা থাকলে: [1021, 862, 1133, 876]
item-number: (ছ) [21, 883, 37, 897]
cell-count: ০৮ টি [220, 573, 271, 619]
item-number: ১২। [940, 1127, 959, 1140]
